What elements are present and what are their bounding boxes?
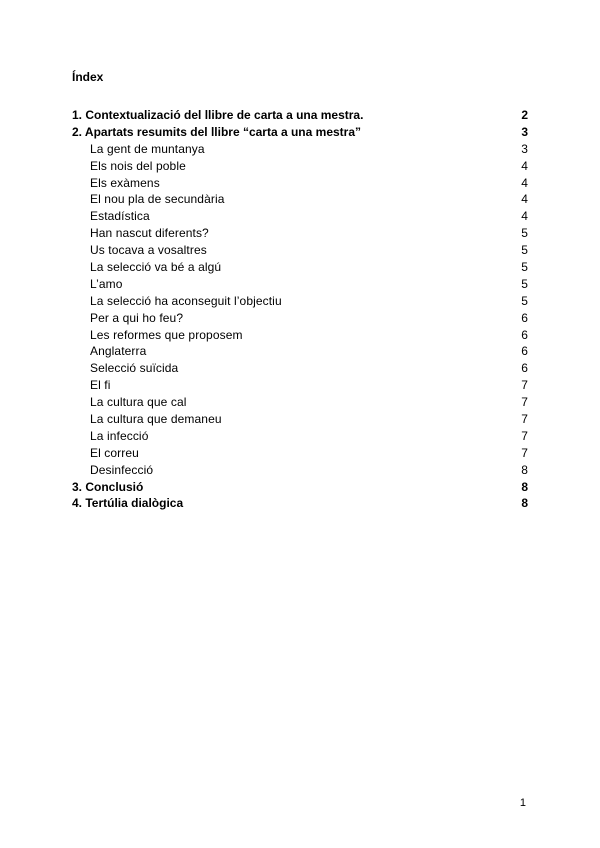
toc-entry-page: 8 [521,479,528,494]
toc-entry-page: 3 [521,124,528,139]
toc-entry-page: 5 [521,226,528,241]
toc-entry[interactable] [72,141,528,158]
index-heading: Índex [72,70,104,84]
toc-entry-title: La selecció va bé a algú [90,260,222,275]
toc-entry-title: El nou pla de secundària [90,192,225,207]
toc-entry-page: 6 [521,344,528,359]
toc-entry-title: Els exàmens [90,175,160,190]
toc-entry-page: 4 [521,158,528,173]
toc-entry[interactable] [72,208,528,225]
toc-entry-title: L’amo [90,276,123,291]
toc-entry-page: 7 [521,378,528,393]
toc-entry-title: Desinfecció [90,462,154,477]
toc-entry[interactable] [72,107,528,124]
toc-entry[interactable] [72,411,528,428]
toc-entry[interactable] [72,377,528,394]
toc-entry-page: 4 [521,209,528,224]
toc-entry-title: 4. Tertúlia dialògica [72,496,184,511]
toc-entry-title: Els nois del poble [90,158,186,173]
toc-entry-title: 2. Apartats resumits del llibre “carta a una mestra” [72,124,362,139]
toc-entry[interactable] [72,479,528,496]
toc-entry-page: 5 [521,260,528,275]
toc-entry-title: La gent de muntanya [90,141,205,156]
toc-entry-title: La cultura que demaneu [90,412,222,427]
toc-entry-title: La cultura que cal [90,395,187,410]
toc-entry-page: 5 [521,243,528,258]
toc-entry[interactable] [72,124,528,141]
toc-entry-title: Per a qui ho feu? [90,310,184,325]
toc-entry[interactable] [72,225,528,242]
toc-entry-page: 4 [521,175,528,190]
toc-entry[interactable] [72,276,528,293]
toc-entry-page: 6 [521,310,528,325]
toc-entry[interactable] [72,327,528,344]
toc-entry-page: 5 [521,293,528,308]
toc-entry-page: 8 [521,462,528,477]
toc-entry[interactable] [72,428,528,445]
toc-entry-title: Les reformes que proposem [90,327,243,342]
toc-entry-title: Han nascut diferents? [90,226,209,241]
toc-entry[interactable] [72,445,528,462]
toc-entry-page: 4 [521,192,528,207]
toc-entry-title: 1. Contextualizació del llibre de carta a una mestra. [72,108,364,122]
toc-entry[interactable] [72,462,528,479]
toc-entry[interactable] [72,242,528,259]
table-of-contents [72,107,528,512]
toc-entry[interactable] [72,175,528,192]
toc-entry[interactable] [72,495,528,512]
toc-entry[interactable] [72,293,528,310]
toc-entry-title: La infecció [90,428,149,443]
toc-entry-title: El fi [90,378,111,393]
toc-entry-page: 7 [521,428,528,443]
toc-entry-title: El correu [90,445,139,460]
toc-entry[interactable] [72,191,528,208]
toc-entry-title: Anglaterra [90,344,147,359]
toc-entry-page: 7 [521,445,528,460]
page-number: 1 [519,797,526,809]
toc-entry-title: Selecció suïcida [90,361,179,376]
toc-entry-page: 8 [521,496,528,511]
toc-entry-page: 6 [521,327,528,342]
toc-entry[interactable] [72,360,528,377]
toc-entry[interactable] [72,158,528,175]
toc-entry[interactable] [72,394,528,411]
toc-entry-title: La selecció ha aconseguit l’objectiu [90,293,282,308]
toc-entry-title: Us tocava a vosaltres [90,243,207,258]
toc-entry[interactable] [72,343,528,360]
toc-entry-page: 7 [521,412,528,427]
toc-entry-page: 3 [521,141,528,156]
toc-entry-page: 5 [521,276,528,291]
toc-entry-page: 6 [521,361,528,376]
toc-entry-title: Estadística [90,209,150,224]
toc-entry[interactable] [72,259,528,276]
toc-entry-title: 3. Conclusió [72,479,144,494]
toc-entry[interactable] [72,310,528,327]
toc-entry-page: 7 [521,395,528,410]
toc-entry-page: 2 [521,108,528,122]
